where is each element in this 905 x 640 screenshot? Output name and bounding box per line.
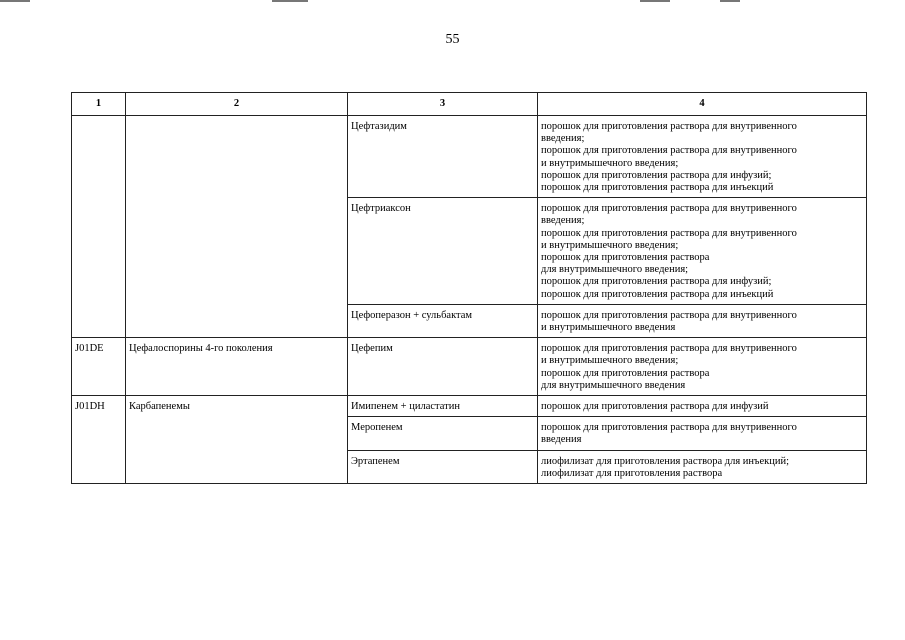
atc-code-cell <box>72 116 126 338</box>
dosage-form-line: и внутримышечного введения <box>541 322 676 334</box>
dosage-form-cell <box>538 417 867 450</box>
dosage-form-line: порошок для приготовления раствора для инфузий; <box>541 276 772 288</box>
drug-name-cell: Меропенем <box>348 417 538 450</box>
table-row <box>72 116 867 198</box>
dosage-form-line: для внутримышечного введения; <box>541 264 689 276</box>
table-header-row <box>72 93 867 116</box>
table-body <box>72 116 867 484</box>
atc-code-cell: J01DH <box>72 396 126 484</box>
column-header: 1 <box>72 93 126 116</box>
dosage-form-line: порошок для приготовления раствора для внутривенного <box>541 309 797 321</box>
dosage-form-line: лиофилизат для приготовления раствора <box>541 467 723 479</box>
dosage-form-cell <box>538 338 867 396</box>
dosage-form-line: и внутримышечного введения; <box>541 239 679 251</box>
dosage-form-line: порошок для приготовления раствора для внутривенного <box>541 343 797 355</box>
dosage-form-line: и внутримышечного введения; <box>541 157 679 169</box>
dosage-form-line: порошок для приготовления раствора для внутривенного <box>541 203 797 215</box>
dosage-form-line: введения; <box>541 215 585 227</box>
dosage-form-line: и внутримышечного введения; <box>541 355 679 367</box>
drug-group-cell: Цефалоспорины 4-го поколения <box>126 338 348 396</box>
dosage-form-line: порошок для приготовления раствора для инъекций <box>541 288 774 300</box>
drug-name-cell: Имипенем + циластатин <box>348 396 538 417</box>
scan-artifact-line <box>640 0 670 2</box>
drug-name-cell: Цефтазидим <box>348 116 538 198</box>
scan-artifact-line <box>720 0 740 2</box>
dosage-form-line: порошок для приготовления раствора для внутривенного <box>541 121 797 132</box>
column-header: 4 <box>538 93 867 116</box>
table-row <box>72 396 867 417</box>
dosage-form-line: порошок для приготовления раствора для инъекций <box>541 182 774 194</box>
dosage-form-line: порошок для приготовления раствора <box>541 367 710 379</box>
dosage-form-cell <box>538 396 867 417</box>
dosage-form-line: порошок для приготовления раствора для инфузий <box>541 401 769 413</box>
dosage-form-line: лиофилизат для приготовления раствора для инъекций; <box>541 455 790 467</box>
medication-table <box>71 92 867 484</box>
atc-code-cell: J01DE <box>72 338 126 396</box>
scan-artifact-line <box>0 0 30 2</box>
dosage-form-cell <box>538 450 867 483</box>
table-row <box>72 338 867 396</box>
dosage-form-line: порошок для приготовления раствора для внутривенного <box>541 145 797 157</box>
column-header: 3 <box>348 93 538 116</box>
dosage-form-cell <box>538 198 867 305</box>
drug-group-cell: Карбапенемы <box>126 396 348 484</box>
drug-name-cell: Цефепим <box>348 338 538 396</box>
drug-group-cell <box>126 116 348 338</box>
dosage-form-line: порошок для приготовления раствора для внутривенного <box>541 227 797 239</box>
drug-name-cell: Цефтриаксон <box>348 198 538 305</box>
drug-name-cell: Эртапенем <box>348 450 538 483</box>
dosage-form-line: порошок для приготовления раствора для внутривенного <box>541 422 797 434</box>
dosage-form-line: введения <box>541 434 582 446</box>
dosage-form-cell <box>538 304 867 337</box>
dosage-form-line: для внутримышечного введения <box>541 379 686 391</box>
page-number: 55 <box>445 32 460 47</box>
drug-name-cell: Цефоперазон + сульбактам <box>348 304 538 337</box>
column-header: 2 <box>126 93 348 116</box>
dosage-form-line: порошок для приготовления раствора для инфузий; <box>541 169 772 181</box>
dosage-form-cell <box>538 116 867 198</box>
scan-artifact-line <box>272 0 308 2</box>
dosage-form-line: введения; <box>541 133 585 145</box>
dosage-form-line: порошок для приготовления раствора <box>541 252 710 264</box>
